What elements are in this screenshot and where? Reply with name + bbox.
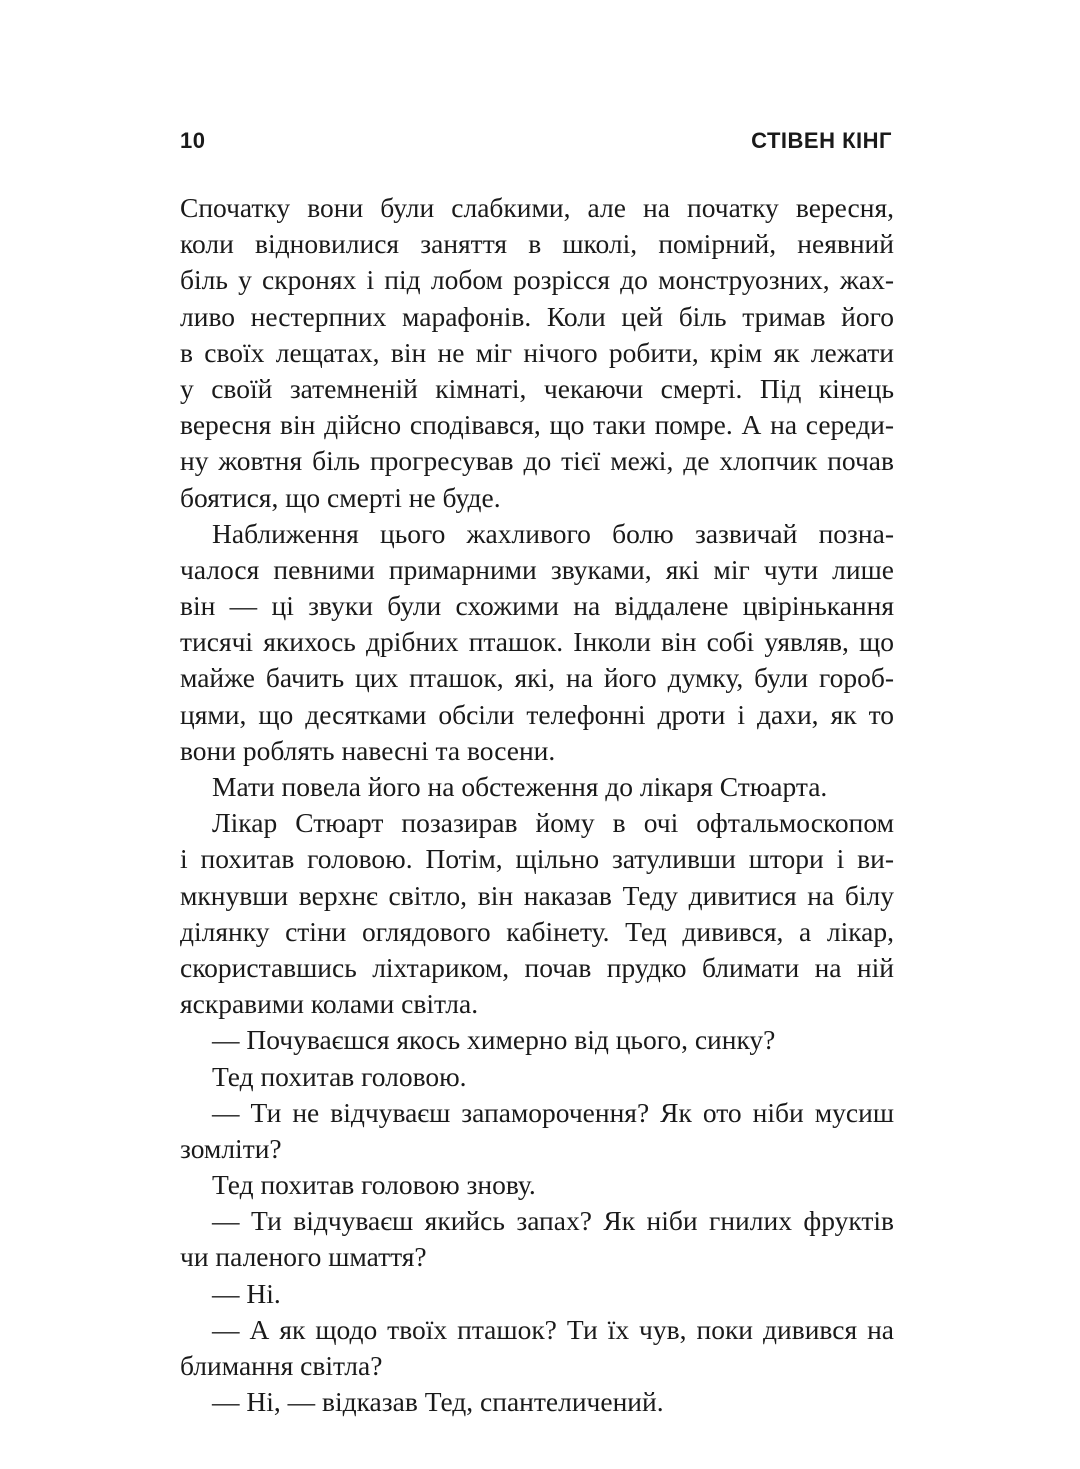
- text-line: зомліти?: [180, 1132, 282, 1164]
- text-line: Тед похитав головою.: [212, 1060, 467, 1092]
- text-line: Тед похитав головою знову.: [212, 1169, 536, 1201]
- text-line: блимання світла?: [180, 1350, 383, 1381]
- text-line: в своїх лещатах, він не міг нічого робити, крім як лежати: [180, 336, 894, 368]
- text-line: вересня він дійсно сподівався, що таки помре. А на середи-: [180, 409, 894, 441]
- page-body: [180, 190, 894, 1420]
- text-line: і похитав головою. Потім, щільно затуливши штори і ви-: [180, 843, 894, 875]
- page-header: [180, 128, 892, 154]
- text-line: тисячі якихось дрібних пташок. Інколи він собі уявляв, що: [180, 626, 894, 658]
- running-title: СТІВЕН КІНГ: [751, 128, 892, 153]
- page-number: 10: [180, 128, 206, 153]
- text-line: — Ти відчуваєш якийсь запах? Як ніби гнилих фруктів: [212, 1205, 894, 1237]
- text-line: біль у скронях і під лобом розрісся до монструозних, жах-: [180, 264, 894, 296]
- text-line: скориставшись ліхтариком, почав прудко блимати на ній: [180, 951, 894, 983]
- text-line: він — ці звуки були схожими на віддалене цвірінькання: [180, 590, 894, 622]
- text-line: — Ні, — відказав Тед, спантеличений.: [212, 1386, 664, 1418]
- text-line: боятися, що смерті не буде.: [180, 481, 501, 513]
- text-line: у своїй затемненій кімнаті, чекаючи смерті. Під кінець: [180, 372, 894, 404]
- text-line: — Почуваєшся якось химерно від цього, синку?: [212, 1024, 776, 1056]
- text-line: Мати повела його на обстеження до лікаря Стюарта.: [212, 771, 828, 802]
- text-line: майже бачить цих пташок, які, на його думку, були гороб-: [180, 662, 894, 694]
- text-line: — А як щодо твоїх пташок? Ти їх чув, поки дивився на: [212, 1313, 894, 1345]
- text-line: цями, що десятками обсіли телефонні дроти і дахи, як то: [180, 698, 894, 730]
- text-line: Спочатку вони були слабкими, але на початку вересня,: [180, 192, 894, 223]
- text-line: яскравими колами світла.: [180, 988, 479, 1020]
- text-line: мкнувши верхнє світло, він наказав Теду дивитися на білу: [180, 879, 894, 911]
- text-line: чи паленого шмаття?: [180, 1241, 427, 1273]
- text-line: — Ні.: [212, 1277, 281, 1309]
- text-line: ну жовтня біль прогресував до тієї межі, де хлопчик почав: [180, 445, 894, 477]
- text-line: вони роблять навесні та восени.: [180, 734, 556, 766]
- text-line: Наближення цього жахливого болю зазвичай позна-: [212, 517, 894, 549]
- text-line: Лікар Стюарт позазирав йому в очі офтальмоскопом: [212, 807, 894, 839]
- text-line: ділянку стіни оглядового кабінету. Тед дивився, а лікар,: [180, 915, 894, 947]
- text-line: коли відновилися заняття в школі, помірний, неявний: [180, 228, 894, 260]
- text-line: чалося певними примарними звуками, які міг чути лише: [180, 553, 894, 585]
- text-line: — Ти не відчуваєш запаморочення? Як ото ніби мусиш: [212, 1096, 894, 1128]
- text-line: ливо нестерпних марафонів. Коли цей біль тримав його: [180, 300, 894, 332]
